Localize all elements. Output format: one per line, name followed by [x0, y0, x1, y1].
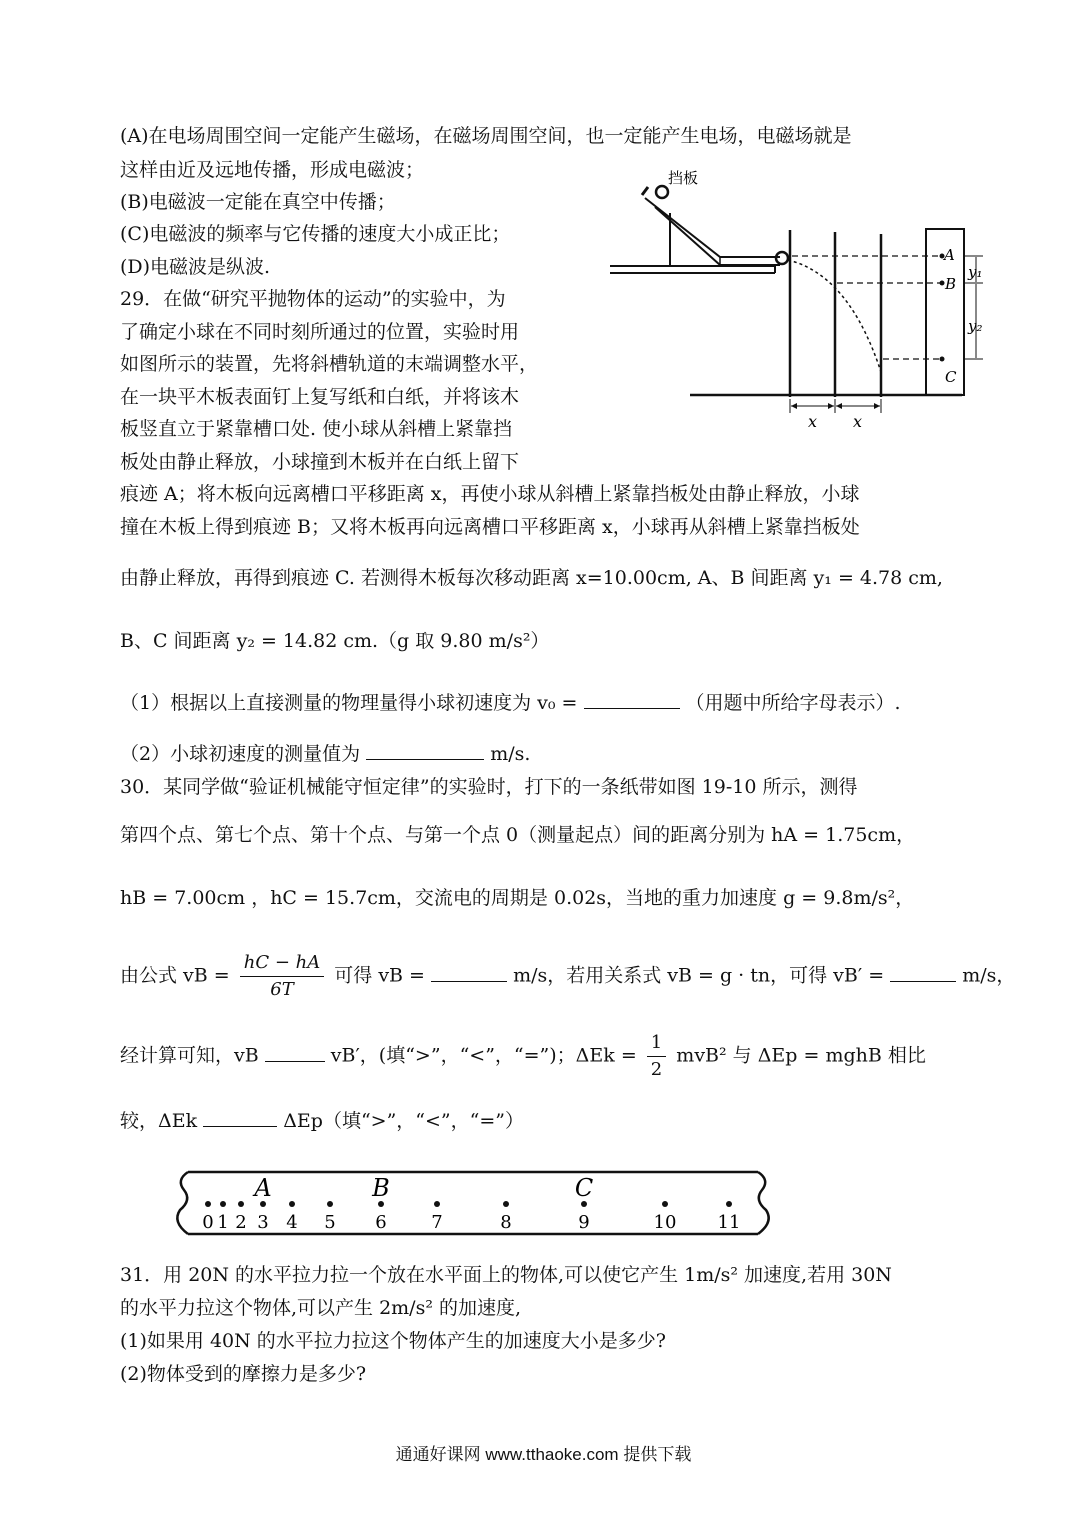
tape-letter-B: B: [372, 1174, 390, 1202]
mark-b: [940, 281, 945, 286]
option-a-line-1: (A)在电场周围空间一定能产生磁场，在磁场周围空间，也一定能产生电场，电磁场就是: [120, 125, 852, 147]
label-x-2: x: [853, 412, 863, 431]
q31-line-3: (1)如果用 40N 的水平拉力拉这个物体产生的加速度大小是多少?: [120, 1330, 666, 1352]
option-a-line-2: 这样由近及远地传播，形成电磁波；: [120, 159, 425, 181]
tape-dot-label-7: 7: [431, 1212, 443, 1233]
q30-energy-text: mvB² 与 ΔEp = mghB 相比: [676, 1044, 926, 1067]
vb-formula-fraction: [240, 950, 324, 1003]
tape-dot-7: [434, 1201, 440, 1207]
q29-line-3: 如图所示的装置，先将斜槽轨道的末端调整水平，: [120, 353, 539, 375]
q29-part-2: [120, 741, 530, 767]
q29-part-2-unit: m/s.: [490, 743, 531, 765]
q30-compare-text: vB′，(填“>”，“<”，“=”)；ΔEk =: [330, 1044, 637, 1067]
ball-at-baffle: [656, 186, 668, 198]
tape-right-tear: [758, 1172, 769, 1234]
chute-upper-edge: [645, 198, 780, 257]
q29-line-4: 在一块平木板表面钉上复写纸和白纸，并将该木: [120, 386, 520, 408]
q29-line-10: B、C 间距离 y₂ = 14.82 cm.（g 取 9.80 m/s²）: [120, 630, 550, 652]
answer-blank-vb-prime[interactable]: [890, 963, 956, 982]
answer-blank-vb[interactable]: [431, 963, 507, 982]
tape-dot-label-1: 1: [217, 1212, 229, 1233]
label-a: A: [944, 246, 955, 264]
tape-dot-4: [289, 1201, 295, 1207]
tape-dot-0: [205, 1201, 211, 1207]
q30-line-2: 第四个点、第七个点、第十个点、与第一个点 0（测量起点）间的距离分别为 hA = 1.75cm，: [120, 824, 916, 846]
projectile-apparatus-figure: [600, 165, 990, 435]
answer-blank-compare-energy[interactable]: [203, 1108, 277, 1127]
q30-line-4: [120, 950, 1015, 1003]
mark-c: [940, 357, 945, 362]
tape-letter-C: C: [574, 1174, 594, 1202]
q30-line-3: hB = 7.00cm ，hC = 15.7cm，交流电的周期是 0.02s，当地的重力加速度 g = 9.8m/s²，: [120, 887, 915, 909]
answer-blank-compare-v[interactable]: [265, 1043, 325, 1062]
tape-dot-10: [662, 1201, 668, 1207]
q29-part-1: [120, 690, 901, 716]
answer-blank-v0-value[interactable]: [366, 741, 484, 760]
half-denominator: 2: [650, 1059, 663, 1080]
tape-dot-label-5: 5: [324, 1212, 336, 1233]
option-b: (B)电磁波一定能在真空中传播；: [120, 191, 396, 213]
q31-line-2: 的水平力拉这个物体,可以产生 2m/s² 的加速度,: [120, 1297, 522, 1319]
q30-line-6: [120, 1108, 524, 1134]
q29-line-9: 由静止释放，再得到痕迹 C. 若测得木板每次移动距离 x=10.00cm, A、B 间距离 y₁ = 4.78 cm,: [120, 567, 943, 589]
q30-compare-prefix: 经计算可知，vB: [120, 1044, 259, 1067]
baffle-label: 挡板: [668, 169, 699, 187]
fraction-numerator: hC − hA: [240, 950, 324, 977]
half-fraction: [647, 1030, 666, 1083]
tape-dot-11: [726, 1201, 732, 1207]
page-footer: 通通好课网 www.tthaoke.com 提供下载: [395, 1445, 692, 1464]
tape-left-tear: [177, 1172, 188, 1234]
tape-dot-5: [327, 1201, 333, 1207]
option-d: (D)电磁波是纵波.: [120, 256, 271, 278]
tape-dot-label-9: 9: [578, 1212, 590, 1233]
q30-formula-result: 可得 vB =: [334, 964, 425, 987]
q30-relation: m/s，若用关系式 vB = g · tn，可得 vB′ =: [513, 964, 885, 987]
tape-dot-2: [238, 1201, 244, 1207]
q30-energy-prefix: 较，ΔEk: [120, 1110, 198, 1132]
q30-line-5: [120, 1030, 926, 1083]
tape-dot-label-4: 4: [286, 1212, 298, 1233]
tape-dot-label-3: 3: [257, 1212, 269, 1233]
tape-dot-label-6: 6: [375, 1212, 387, 1233]
tape-dot-label-11: 11: [717, 1212, 741, 1233]
q30-formula-prefix: 由公式 vB =: [120, 964, 230, 987]
q30-unit: m/s，: [962, 964, 1016, 987]
tape-dot-1: [220, 1201, 226, 1207]
q29-line-5: 板竖直立于紧靠槽口处. 使小球从斜槽上紧靠挡: [120, 418, 513, 440]
q29-part-2-text: （2）小球初速度的测量值为: [120, 743, 361, 765]
option-c: (C)电磁波的频率与它传播的速度大小成正比；: [120, 223, 511, 245]
tape-dot-label-2: 2: [235, 1212, 247, 1233]
label-y2: y₂: [968, 317, 983, 335]
label-y1: y₁: [968, 263, 983, 281]
tape-dot-label-10: 10: [653, 1212, 677, 1233]
tape-letter-A: A: [254, 1174, 272, 1202]
tape-dot-label-8: 8: [500, 1212, 512, 1233]
q29-part-1-tail: （用题中所给字母表示）.: [685, 692, 901, 714]
q30-energy-suffix: ΔEp（填“>”，“<”，“=”）: [283, 1110, 524, 1132]
q29-line-1: 29．在做“研究平抛物体的运动”的实验中，为: [120, 288, 506, 310]
q30-line-1: 30．某同学做“验证机械能守恒定律”的实验时，打下的一条纸带如图 19-10 所示，测得: [120, 776, 858, 798]
q31-line-4: (2)物体受到的摩擦力是多少?: [120, 1363, 367, 1385]
paper-tape-figure: [168, 1166, 778, 1242]
q29-line-6: 板处由静止释放，小球撞到木板并在白纸上留下: [120, 451, 520, 473]
fraction-denominator: 6T: [270, 979, 294, 1000]
tape-dot-label-0: 0: [202, 1212, 214, 1233]
baffle-plate: [642, 187, 648, 195]
label-b: B: [945, 275, 957, 293]
q29-line-7: 痕迹 A；将木板向远离槽口平移距离 x，再使小球从斜槽上紧靠挡板处由静止释放，小球: [120, 483, 860, 505]
q31-line-1: 31．用 20N 的水平拉力拉一个放在水平面上的物体,可以使它产生 1m/s² 加速度,若用 30N: [120, 1264, 892, 1286]
answer-blank-v0[interactable]: [584, 690, 680, 709]
label-c: C: [945, 368, 957, 386]
tape-dot-8: [503, 1201, 509, 1207]
q29-line-2: 了确定小球在不同时刻所通过的位置，实验时用: [120, 321, 520, 343]
q29-part-1-text: （1）根据以上直接测量的物理量得小球初速度为 v₀ =: [120, 692, 578, 714]
label-x-1: x: [808, 412, 818, 431]
half-numerator: 1: [647, 1030, 666, 1057]
q29-line-8: 撞在木板上得到痕迹 B；又将木板再向远离槽口平移距离 x，小球再从斜槽上紧靠挡板处: [120, 516, 860, 538]
